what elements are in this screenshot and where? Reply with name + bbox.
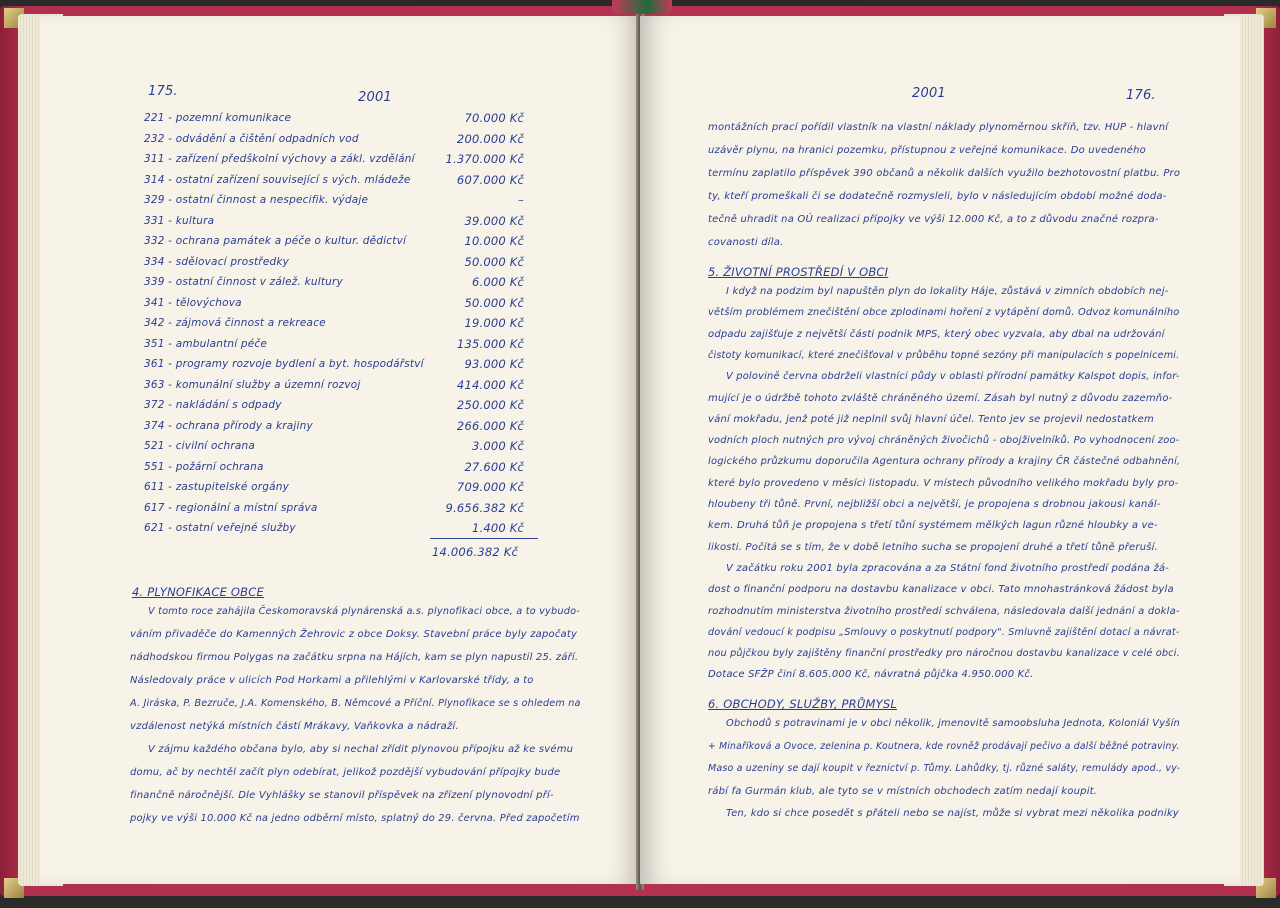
text-line: Maso a uzeniny se dají koupit v řeznictví p. Tůmy. Lahůdky, tj. různé saláty, remulády apod., vy-: [708, 763, 1181, 774]
text-line: vání mokřadu, jenž poté již neplnil svůj hlavní účel. Tento jev se projevil nedostatkem: [708, 413, 1154, 425]
text-line: rábí fa Gurmán klub, ale tyto se v místních obchodech zatím nedají koupit.: [708, 785, 1098, 797]
text-line: finančně náročnější. Dle Vyhlášky se stanovil příspěvek na zřízení plynovodní pří-: [130, 790, 554, 801]
text-line: odpadu zajišťuje z největší části podnik MPS, který obec vyzvala, aby dbal na udržování: [708, 328, 1165, 340]
text-line: mující je o údržbě tohoto zvláště chráněného území. Zásah byl nutný z důvodu zazemňo-: [708, 392, 1173, 404]
page-number: 176.: [1126, 88, 1156, 103]
text-line: tečně uhradit na OÚ realizaci přípojky ve výši 12.000 Kč, a to z důvodu značné rozpra-: [708, 214, 1159, 225]
text-line: A. Jiráska, P. Bezruče, J.A. Komenského, B. Němcové a Příční. Plynofikace se s ohledem na: [130, 698, 581, 709]
text-line: V zájmu každého občana bylo, aby si nechal zřídit plynovou přípojku až ke svému: [148, 744, 574, 755]
budget-row-label: 617 - regionální a místní správa: [144, 501, 318, 514]
text-line: větším problémem znečištění obce zplodinami hoření z vytápění domů. Odvoz komunálního: [708, 307, 1180, 319]
text-line: Ten, kdo si chce posedět s přáteli nebo se najíst, může si vybrat mezi několika podniky: [726, 808, 1179, 819]
text-line: váním přivaděče do Kamenných Žehrovic z obce Doksy. Stavební práce byly započaty: [130, 629, 578, 640]
text-line: Dotace SFŽP činí 8.605.000 Kč, návratná půjčka 4.950.000 Kč.: [708, 669, 1034, 681]
budget-row-label: 221 - pozemní komunikace: [144, 112, 292, 124]
budget-row-amount: 27.600 Kč: [464, 459, 524, 474]
budget-row-label: 311 - zařízení předškolní výchovy a zákl. vzdělání: [144, 153, 415, 165]
budget-row-amount: 200.000 Kč: [456, 131, 524, 146]
right-page: [640, 16, 1240, 884]
budget-row-label: 374 - ochrana přírody a krajiny: [144, 419, 313, 432]
budget-row-amount: 3.000 Kč: [471, 439, 524, 453]
budget-row-label: 521 - civilní ochrana: [144, 440, 256, 452]
budget-row-amount: 19.000 Kč: [464, 316, 524, 330]
budget-row-amount: 70.000 Kč: [464, 111, 524, 125]
section-heading-shops: 6. OBCHODY, SLUŽBY, PRŮMYSL: [708, 697, 897, 711]
page-year: 2001: [912, 86, 946, 101]
text-line: Obchodů s potravinami je v obci několik, jmenovitě samoobsluha Jednota, Koloniál Vyšín: [726, 718, 1180, 729]
budget-row-amount: 10.000 Kč: [464, 234, 524, 248]
budget-row-amount: 9.656.382 Kč: [445, 500, 524, 515]
section-heading-gas: 4. PLYNOFIKACE OBCE: [132, 585, 264, 599]
text-line: + Minaříková a Ovoce, zelenina p. Koutnera, kde rovněž prodávají pečivo a další běžné potraviny.: [708, 740, 1180, 752]
text-line: rozhodnutím ministerstva životního prostředí schválena, následovala další jednání a dokla-: [708, 605, 1180, 617]
text-line: V začátku roku 2001 byla zpracována a za Státní fond životního prostředí podána žá-: [726, 562, 1170, 574]
text-line: hloubeny tři tůně. První, nejbližší obci a největší, je propojena s drobnou jakousi kanál-: [708, 499, 1161, 510]
text-line: vodních ploch nutných pro vývoj chráněných živočichů - obojživelníků. Po vyhodnocení zoo-: [708, 435, 1180, 447]
budget-row-label: 332 - ochrana památek a péče o kultur. dědictví: [144, 235, 407, 247]
text-line: termínu zaplatilo příspěvek 390 občanů a několik dalších využilo bezhotovostní platbu. Pro: [708, 168, 1181, 179]
text-line: likosti. Počítá se s tím, že v době letního sucha se propojení druhé a třetí tůně přeruší.: [708, 541, 1159, 553]
text-line: I když na podzim byl napuštěn plyn do lokality Háje, zůstává v zimních obdobích nej-: [726, 286, 1169, 297]
page-year: 2001: [358, 90, 392, 105]
text-line: dování vedoucí k podpisu „Smlouvy o poskytnutí podpory". Smluvně zajištění dotací a návrat-: [708, 626, 1180, 638]
budget-row-amount: 93.000 Kč: [464, 357, 524, 371]
total-rule: [430, 538, 538, 539]
budget-row-amount: 1.370.000 Kč: [445, 152, 524, 166]
budget-row-amount: 6.000 Kč: [471, 275, 524, 289]
text-line: nou půjčkou byly zajištěny finanční prostředky pro náročnou dostavbu kanalizace v celé obci.: [708, 648, 1180, 660]
budget-row-amount: 414.000 Kč: [456, 377, 524, 392]
text-line: kem. Druhá tůň je propojena s třetí tůní systémem mělkých lagun různé hloubky a ve-: [708, 520, 1158, 532]
text-line: logického průzkumu doporučila Agentura ochrany přírody a krajiny ČR částečné odbahnění,: [708, 456, 1181, 468]
budget-row-label: 351 - ambulantní péče: [144, 337, 268, 350]
budget-row-amount: 709.000 Kč: [456, 480, 524, 494]
text-line: nádhodskou firmou Polygas na začátku srpna na Hájích, kam se plyn napustil 25. září.: [130, 652, 579, 663]
budget-row-label: 341 - tělovýchova: [144, 296, 242, 309]
budget-row-amount: 50.000 Kč: [464, 254, 524, 269]
text-line: montážních prací pořídil vlastník na vlastní náklady plynoměrnou skříň, tzv. HUP - hlavní: [708, 122, 1169, 133]
text-line: covanosti díla.: [708, 237, 784, 248]
budget-row-label: 331 - kultura: [144, 214, 215, 227]
text-line: čistoty komunikací, které znečišťoval v průběhu topné sezóny při manipulacích s popelnicemi.: [708, 349, 1180, 361]
budget-row-label: 334 - sdělovací prostředky: [144, 255, 290, 268]
budget-row-label: 329 - ostatní činnost a nespecifik. výdaje: [144, 194, 369, 206]
budget-row-amount: 1.400 Kč: [471, 521, 524, 535]
text-line: dost o finanční podporu na dostavbu kanalizace v obci. Tato mnohastránková žádost byla: [708, 584, 1174, 596]
text-line: Následovaly práce v ulicích Pod Horkami a přilehlými v Karlovarské třídy, a to: [130, 675, 534, 686]
budget-row-amount: 50.000 Kč: [464, 295, 524, 310]
budget-total: 14.006.382 Kč: [432, 545, 518, 559]
budget-row-label: 232 - odvádění a čištění odpadních vod: [144, 132, 359, 145]
budget-row-amount: 39.000 Kč: [464, 213, 524, 228]
budget-row-label: 551 - požární ochrana: [144, 460, 264, 473]
text-line: které bylo provedeno v měsíci listopadu. V místech původního velikého mokřadu byly pro-: [708, 477, 1179, 489]
text-line: vzdálenost netýká místních částí Mrákavy, Vaňkovka a nádraží.: [130, 721, 459, 732]
left-page: [40, 16, 640, 884]
bookmark-ribbon: [612, 0, 672, 14]
text-line: V polovině června obdrželi vlastníci půdy v oblasti přírodní památky Kalspot dopis, infor-: [726, 371, 1180, 383]
page-number: 175.: [148, 84, 178, 99]
budget-row-label: 611 - zastupitelské orgány: [144, 481, 290, 493]
budget-row-label: 339 - ostatní činnost v zálež. kultury: [144, 276, 343, 288]
text-line: pojky ve výši 10.000 Kč na jedno odběrní místo, splatný do 29. června. Před započetím: [130, 813, 580, 824]
budget-row-label: 361 - programy rozvoje bydlení a byt. hospodářství: [144, 358, 424, 370]
budget-row-label: 621 - ostatní veřejné služby: [144, 522, 296, 534]
budget-row-amount: 135.000 Kč: [456, 336, 524, 351]
budget-row-label: 314 - ostatní zařízení související s vých. mládeže: [144, 173, 411, 186]
budget-row-amount: –: [518, 193, 524, 207]
text-line: V tomto roce zahájila Českomoravská plynárenská a.s. plynofikaci obce, a to vybudo-: [148, 606, 580, 617]
budget-row-label: 372 - nakládání s odpady: [144, 399, 282, 411]
text-line: domu, ač by nechtěl začít plyn odebírat, jelikož pozdější vybudování přípojky bude: [130, 767, 561, 778]
section-heading-environment: 5. ŽIVOTNÍ PROSTŘEDÍ V OBCI: [708, 265, 889, 279]
budget-row-label: 342 - zájmová činnost a rekreace: [144, 317, 326, 329]
text-line: uzávěr plynu, na hranici pozemku, přístupnou z veřejné komunikace. Do uvedeného: [708, 145, 1146, 156]
text-line: ty, kteří promeškali či se dodatečně rozmysleli, bylo v následujícím období možné doda-: [708, 191, 1167, 202]
budget-row-amount: 250.000 Kč: [456, 398, 524, 412]
budget-row-amount: 266.000 Kč: [456, 418, 524, 433]
budget-row-amount: 607.000 Kč: [456, 172, 524, 187]
budget-row-label: 363 - komunální služby a územní rozvoj: [144, 378, 361, 391]
